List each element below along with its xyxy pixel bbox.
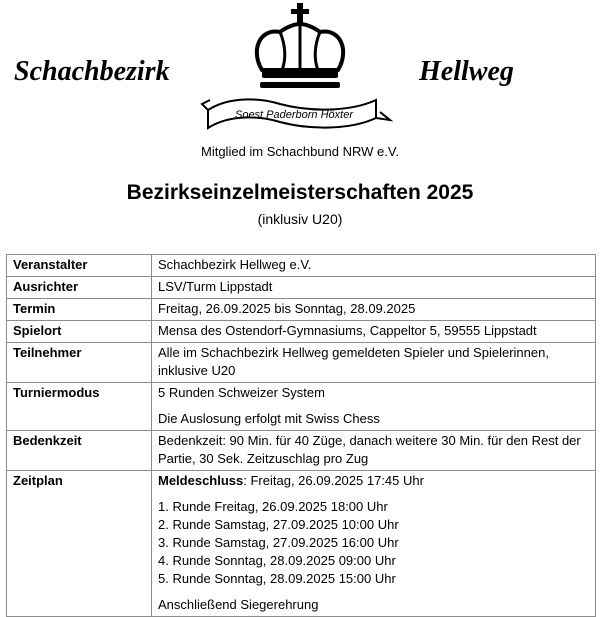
table-row bbox=[7, 383, 596, 431]
round-item: 1. Runde Freitag, 26.09.2025 18:00 Uhr bbox=[158, 499, 388, 514]
round-item: 4. Runde Sonntag, 28.09.2025 09:00 Uhr bbox=[158, 553, 396, 568]
table-row bbox=[7, 299, 596, 321]
row-label: Ausrichter bbox=[7, 277, 152, 299]
row-value bbox=[152, 383, 596, 431]
row-label: Turniermodus bbox=[7, 383, 152, 431]
table-row bbox=[7, 277, 596, 299]
member-line: Mitglied im Schachbund NRW e.V. bbox=[201, 144, 399, 159]
banner-text: Soest Paderborn Höxter bbox=[234, 109, 354, 121]
deadline-label: Meldeschluss bbox=[158, 473, 244, 488]
row-value: Mensa des Ostendorf-Gymnasiums, Cappeltor 5, 59555 Lippstadt bbox=[152, 321, 596, 343]
table-row bbox=[7, 471, 596, 617]
table-row bbox=[7, 255, 596, 277]
row-value: Bedenkzeit: 90 Min. für 40 Züge, danach weitere 30 Min. für den Rest der Partie, 30 Sek. Zeitzuschlag pro Zug bbox=[152, 431, 596, 471]
row-value: Freitag, 26.09.2025 bis Sonntag, 28.09.2025 bbox=[152, 299, 596, 321]
turniermodus-line2: Die Auslosung erfolgt mit Swiss Chess bbox=[158, 411, 380, 426]
row-label: Spielort bbox=[7, 321, 152, 343]
row-value: Alle im Schachbezirk Hellweg gemeldeten Spieler und Spielerinnen, inklusive U20 bbox=[152, 343, 596, 383]
page-subtitle: (inklusiv U20) bbox=[257, 211, 343, 227]
info-table bbox=[6, 254, 596, 617]
turniermodus-line1: 5 Runden Schweizer System bbox=[158, 385, 325, 400]
row-label: Zeitplan bbox=[7, 471, 152, 617]
round-list bbox=[158, 498, 589, 588]
round-item: 5. Runde Sonntag, 28.09.2025 15:00 Uhr bbox=[158, 571, 396, 586]
row-label: Veranstalter bbox=[7, 255, 152, 277]
table-row bbox=[7, 431, 596, 471]
page-title: Bezirkseinzelmeisterschaften 2025 bbox=[126, 181, 474, 204]
round-item: 3. Runde Samstag, 27.09.2025 16:00 Uhr bbox=[158, 535, 399, 550]
closing-line: Anschließend Siegerehrung bbox=[158, 597, 319, 612]
row-label: Termin bbox=[7, 299, 152, 321]
table-row bbox=[7, 343, 596, 383]
round-item: 2. Runde Samstag, 27.09.2025 10:00 Uhr bbox=[158, 517, 399, 532]
row-label: Bedenkzeit bbox=[7, 431, 152, 471]
row-value bbox=[152, 471, 596, 617]
row-value: Schachbezirk Hellweg e.V. bbox=[152, 255, 596, 277]
chess-king-logo bbox=[200, 0, 400, 140]
table-row bbox=[7, 321, 596, 343]
header-right-text: Hellweg bbox=[419, 56, 514, 87]
deadline-value: : Freitag, 26.09.2025 17:45 Uhr bbox=[243, 473, 424, 488]
deadline-line bbox=[158, 472, 589, 490]
row-label: Teilnehmer bbox=[7, 343, 152, 383]
header-left-text: Schachbezirk bbox=[14, 56, 170, 87]
row-value: LSV/Turm Lippstadt bbox=[152, 277, 596, 299]
